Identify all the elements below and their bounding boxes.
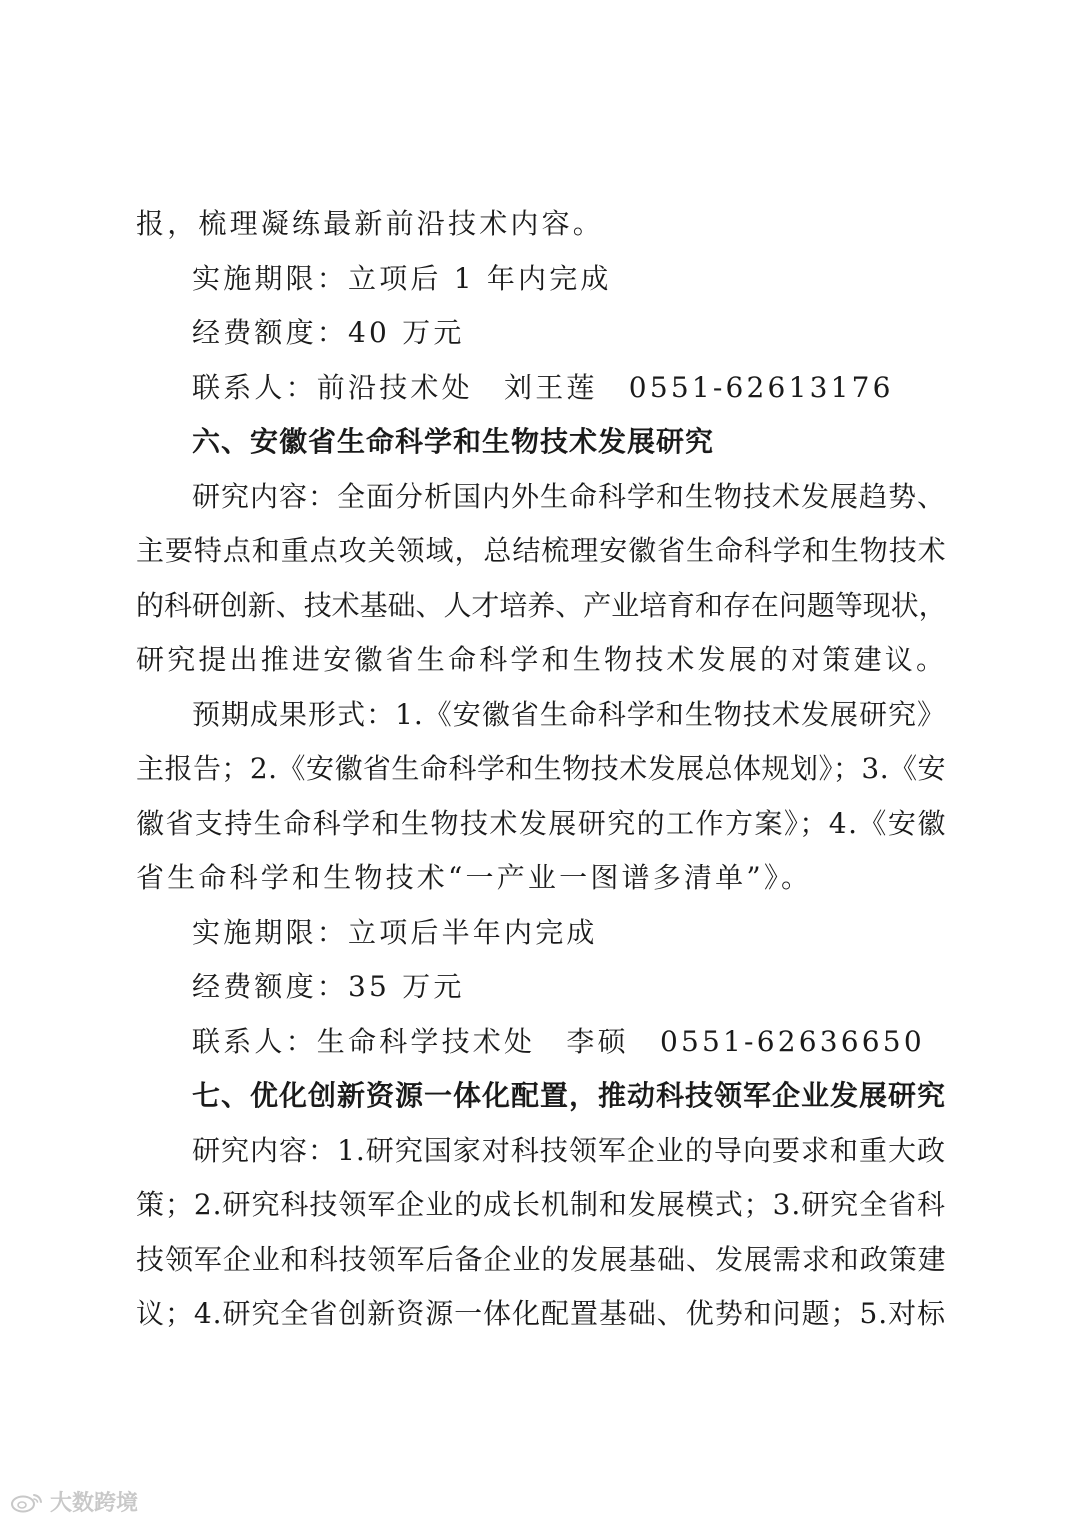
watermark-text: 大数跨境 <box>50 1491 139 1516</box>
research-content-7-line-3: 技领军企业和科技领军后备企业的发展基础、发展需求和政策建 <box>136 1243 947 1276</box>
section-heading-7: 七、优化创新资源一体化配置，推动科技领军企业发展研究 <box>192 1079 947 1112</box>
contact-6: 联系人：生命科学技术处 李硕 0551-62636650 <box>192 1025 925 1058</box>
research-content-6-line-4: 研究提出推进安徽省生命科学和生物技术发展的对策建议。 <box>136 643 948 676</box>
expected-results-6-line-2: 主报告；2.《安徽省生命科学和生物技术发展总体规划》；3.《安 <box>136 752 946 785</box>
contact-5: 联系人：前沿技术处 刘王莲 0551-62613176 <box>192 371 894 404</box>
expected-results-6-line-4: 省生命科学和生物技术“一产业一图谱多清单”》。 <box>136 861 813 894</box>
research-content-7-line-4: 议；4.研究全省创新资源一体化配置基础、优势和问题；5.对标 <box>136 1297 946 1330</box>
expected-results-6-line-3: 徽省支持生命科学和生物技术发展研究的工作方案》；4.《安徽 <box>136 807 947 840</box>
section-heading-6: 六、安徽省生命科学和生物技术发展研究 <box>192 425 715 458</box>
weibo-logo-icon <box>10 1491 44 1513</box>
research-content-6-line-2: 主要特点和重点攻关领域，总结梳理安徽省生命科学和生物技术 <box>136 534 947 567</box>
funding-amount-6: 经费额度：35 万元 <box>192 970 465 1003</box>
watermark <box>10 1486 138 1517</box>
paragraph-continuation: 报，梳理凝练最新前沿技术内容。 <box>136 207 605 240</box>
research-content-7-line-1: 研究内容：1.研究国家对科技领军企业的导向要求和重大政 <box>192 1134 946 1167</box>
funding-amount-5: 经费额度：40 万元 <box>192 316 465 349</box>
expected-results-6-line-1: 预期成果形式：1.《安徽省生命科学和生物技术发展研究》 <box>192 698 946 731</box>
implementation-period-5: 实施期限：立项后 1 年内完成 <box>192 262 612 295</box>
research-content-6-line-1: 研究内容：全面分析国内外生命科学和生物技术发展趋势、 <box>192 480 946 513</box>
implementation-period-6: 实施期限：立项后半年内完成 <box>192 916 598 949</box>
research-content-7-line-2: 策；2.研究科技领军企业的成长机制和发展模式；3.研究全省科 <box>136 1188 946 1221</box>
research-content-6-line-3: 的科研创新、技术基础、人才培养、产业培育和存在问题等现状， <box>136 589 947 622</box>
